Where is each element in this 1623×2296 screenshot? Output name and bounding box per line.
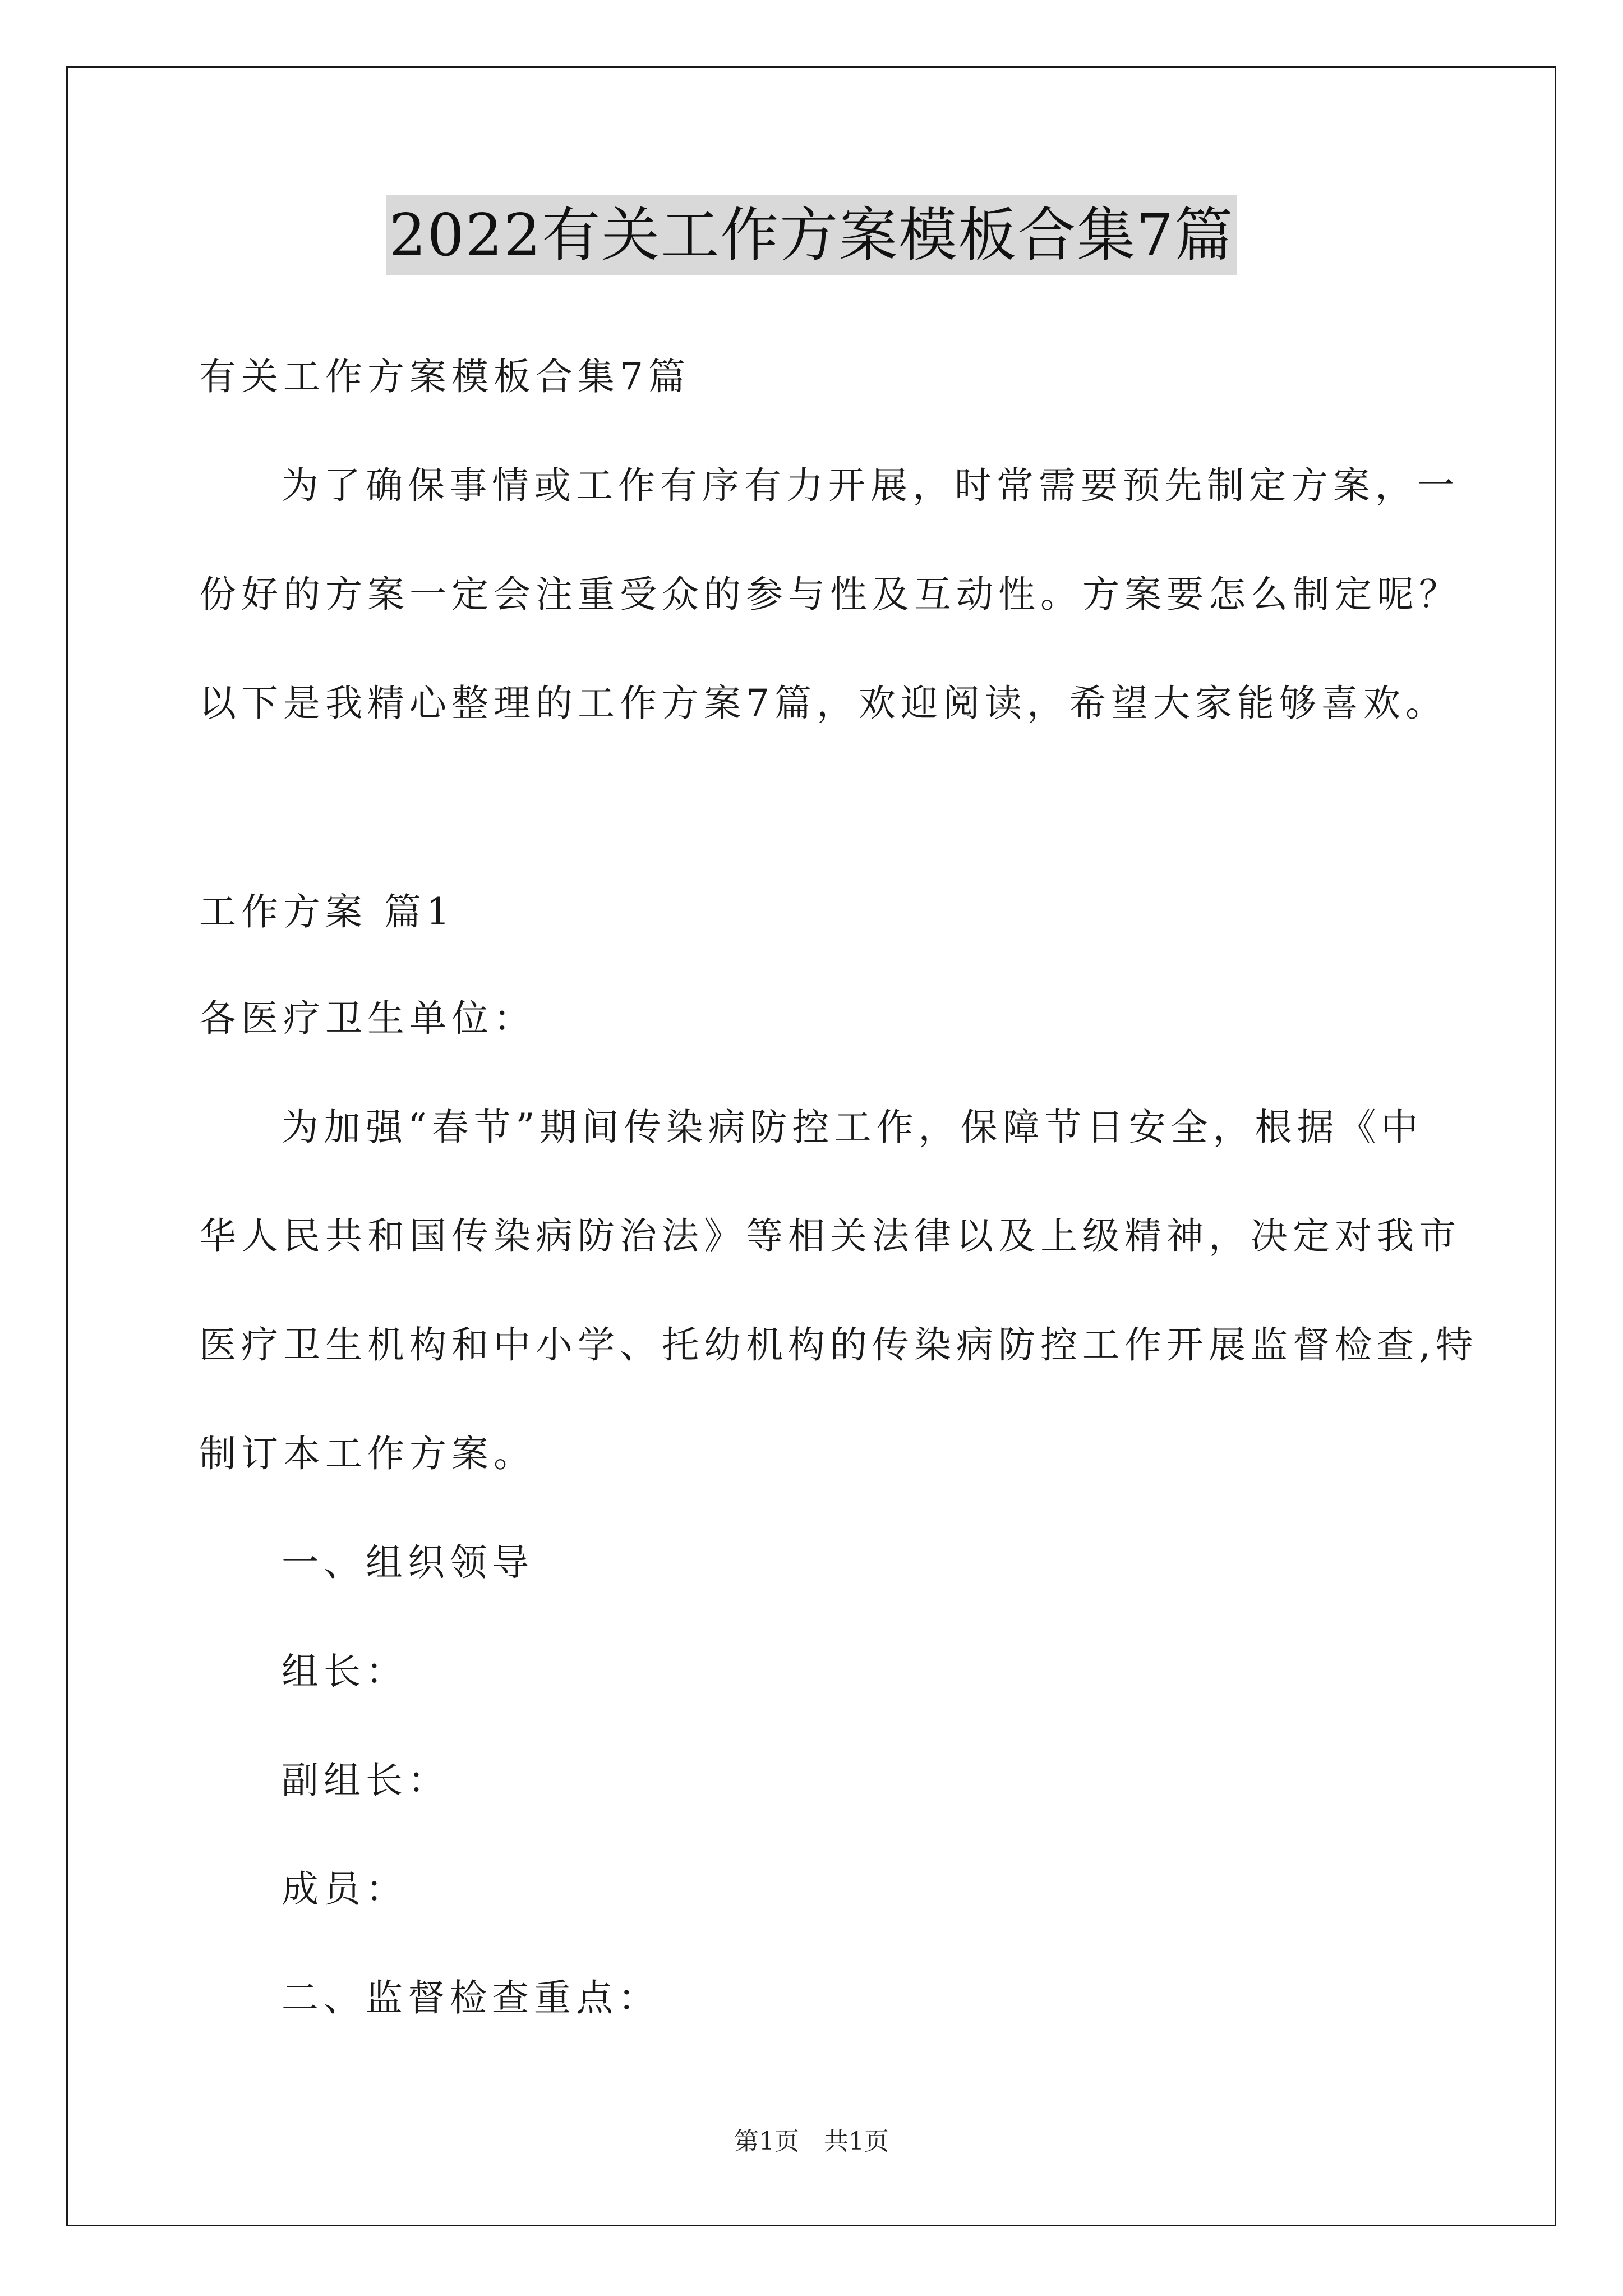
section-heading: 工作方案 篇1 (199, 890, 455, 933)
body-line-4: 制订本工作方案。 (199, 1432, 536, 1475)
title-container (0, 195, 1623, 275)
salutation-line: 各医疗卫生单位： (199, 997, 536, 1040)
body-line-1: 为加强“春节”期间传染病防控工作，保障节日安全，根据《中 (282, 1106, 1423, 1149)
list-item-leader: 组长： (282, 1650, 408, 1693)
list-heading-inspection: 二、监督检查重点： (282, 1976, 660, 2019)
body-line-2: 华人民共和国传染病防治法》等相关法律以及上级精神，决定对我市 (199, 1214, 1461, 1258)
intro-line-2: 份好的方案一定会注重受众的参与性及互动性。方案要怎么制定呢？ (199, 573, 1461, 616)
document-title: 2022有关工作方案模板合集7篇 (386, 195, 1238, 275)
intro-line-1: 为了确保事情或工作有序有力开展，时常需要预先制定方案，一 (282, 464, 1459, 507)
subtitle-line: 有关工作方案模板合集7篇 (199, 355, 690, 398)
list-item-members: 成员： (282, 1867, 408, 1911)
intro-line-3: 以下是我精心整理的工作方案7篇，欢迎阅读，希望大家能够喜欢。 (199, 682, 1447, 725)
list-item-deputy-leader: 副组长： (282, 1759, 450, 1802)
list-heading-organization: 一、组织领导 (282, 1541, 534, 1584)
body-line-3: 医疗卫生机构和中小学、托幼机构的传染病防控工作开展监督检查,特 (199, 1323, 1478, 1366)
page-footer: 第1页 共1页 (734, 2127, 889, 2156)
